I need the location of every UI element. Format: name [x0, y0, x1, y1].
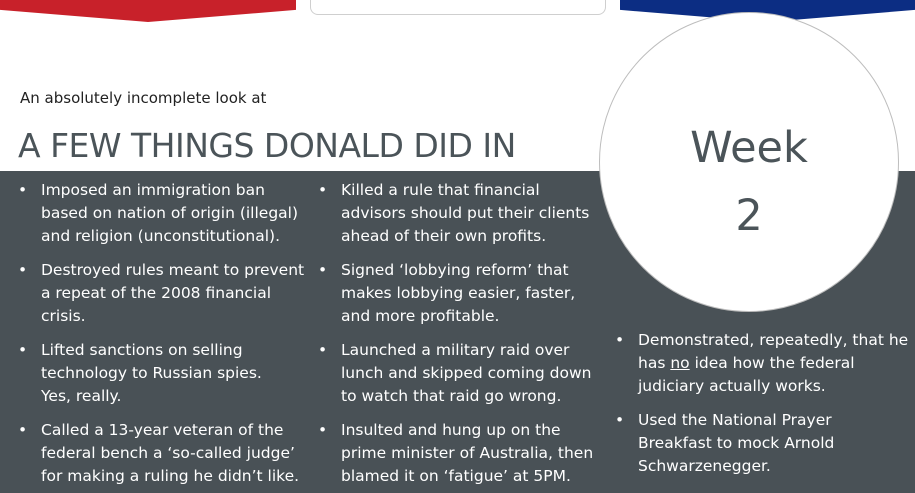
line: advisors should put their clients	[341, 204, 590, 222]
text-segment: idea how the federal	[689, 354, 855, 372]
line: a repeat of the 2008 financial	[41, 284, 272, 302]
week-circle	[599, 12, 899, 312]
line: • Imposed an immigration ban	[41, 181, 265, 199]
list-item	[18, 259, 318, 328]
line: ahead of their own profits.	[341, 227, 547, 245]
line: and more profitable.	[341, 307, 500, 325]
line: and religion (unconstitutional).	[41, 227, 281, 245]
list-item	[318, 259, 598, 328]
line: for making a ruling he didn’t like.	[41, 467, 300, 485]
list-item	[615, 409, 910, 478]
line: • Used the National Prayer	[638, 411, 832, 429]
red-tab	[0, 0, 296, 22]
white-tab	[310, 0, 606, 15]
line: to watch that raid go wrong.	[341, 387, 562, 405]
line: judiciary actually works.	[638, 377, 826, 395]
week-label: Week	[690, 123, 808, 173]
list-item	[18, 419, 318, 488]
line: Yes, really.	[41, 387, 122, 405]
line: technology to Russian spies.	[41, 364, 262, 382]
subtitle: An absolutely incomplete look at	[20, 89, 267, 107]
line: • Launched a military raid over	[341, 341, 570, 359]
week-number: 2	[735, 191, 763, 241]
line: federal bench a ‘so-called judge’	[41, 444, 295, 462]
line: • Lifted sanctions on selling	[41, 341, 243, 359]
line: prime minister of Australia, then	[341, 444, 594, 462]
list-item	[18, 339, 318, 408]
line: • Signed ‘lobbying reform’ that	[341, 261, 569, 279]
line: blamed it on ‘fatigue’ at 5PM.	[341, 467, 571, 485]
line: • Killed a rule that financial	[341, 181, 540, 199]
list-item	[18, 179, 318, 248]
line: Breakfast to mock Arnold	[638, 434, 835, 452]
line: • Demonstrated, repeatedly, that he	[638, 331, 909, 349]
column-1	[18, 179, 318, 493]
line: • Called a 13-year veteran of the	[41, 421, 284, 439]
list-item	[318, 339, 598, 408]
line: lunch and skipped coming down	[341, 364, 592, 382]
line: • Insulted and hung up on the	[341, 421, 561, 439]
line: • Destroyed rules meant to prevent	[41, 261, 305, 279]
underlined-word: no	[670, 354, 690, 372]
headline: A FEW THINGS DONALD DID IN	[18, 126, 516, 165]
line-with-underline	[638, 352, 910, 375]
line: makes lobbying easier, faster,	[341, 284, 576, 302]
text-segment: has	[638, 354, 671, 372]
line: Schwarzenegger.	[638, 457, 771, 475]
column-2	[318, 179, 598, 493]
list-item	[318, 419, 598, 488]
list-item	[615, 329, 910, 398]
line: crisis.	[41, 307, 86, 325]
list-item	[318, 179, 598, 248]
column-3	[615, 329, 910, 489]
line: based on nation of origin (illegal)	[41, 204, 299, 222]
